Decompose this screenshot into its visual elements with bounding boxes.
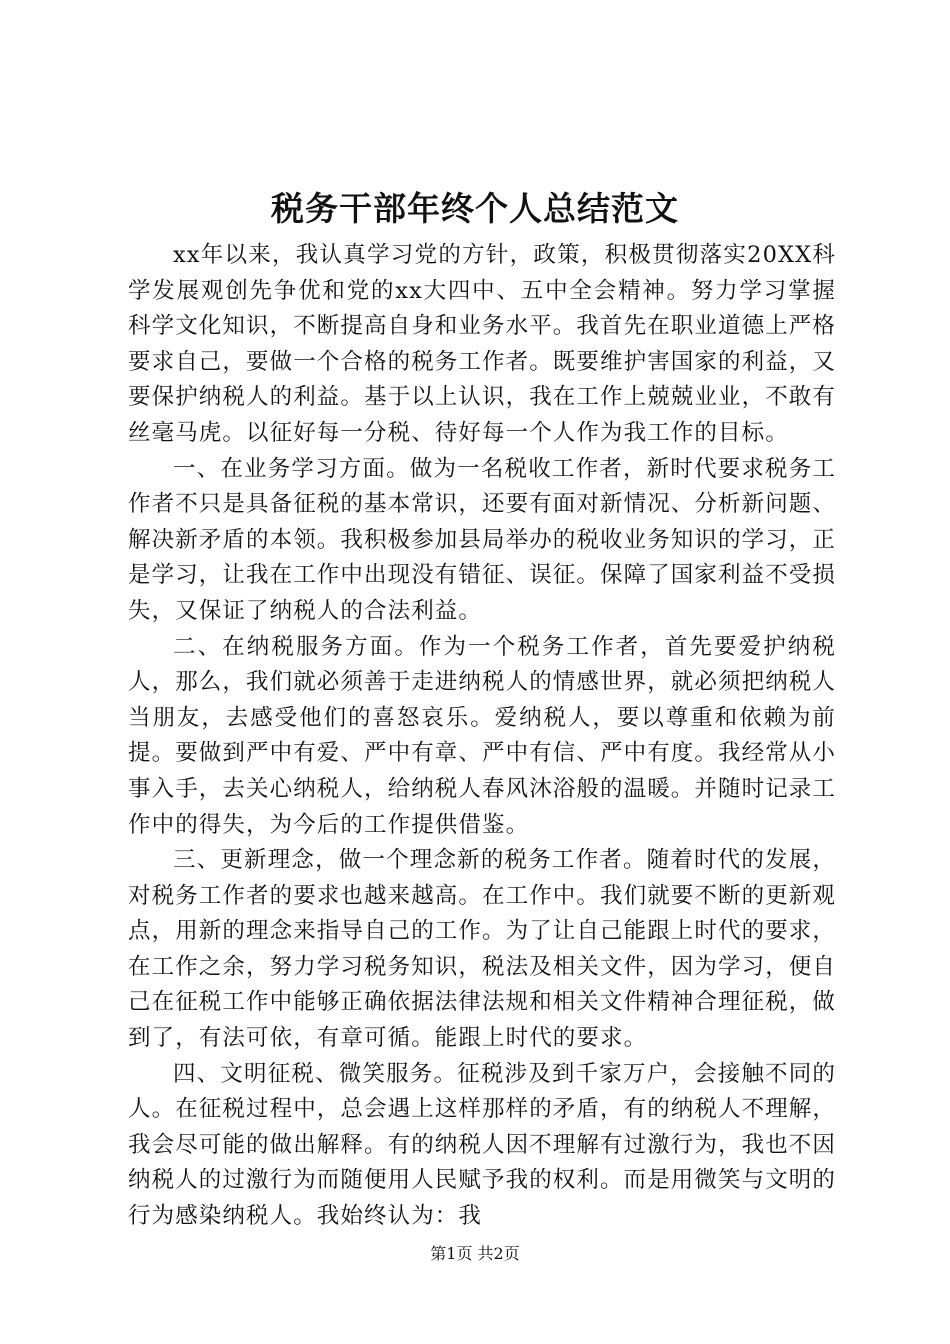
page-number-footer: 第1页 共2页 [430, 1244, 520, 1263]
document-title: 税务干部年终个人总结范文 [271, 189, 679, 228]
section-two-paragraph: 二、在纳税服务方面。作为一个税务工作者，首先要爱护纳税人，那么，我们就必须善于走进纳税人的情感世界，就必须把纳税人当朋友，去感受他们的喜怒哀乐。爱纳税人，要以尊重和依赖为前提。要做到严中有爱、严中有章、严中有信、严中有度。我经常从小事入手，去关心纳税人，给纳税人春风沐浴般的温暖。并随时记录工作中的得失，为今后的工作提供借鉴。 [128, 633, 837, 838]
intro-paragraph: xx年以来，我认真学习党的方针，政策，积极贯彻落实20XX科学发展观创先争优和党的xx大四中、五中全会精神。努力学习掌握科学文化知识，不断提高自身和业务水平。我首先在职业道德上严格要求自己，要做一个合格的税务工作者。既要维护害国家的利益，又要保护纳税人的利益。基于以上认识，我在工作上兢兢业业，不敢有丝毫马虎。以征好每一分税、待好每一个人作为我工作的目标。 [128, 242, 837, 446]
document-body [128, 238, 836, 1235]
section-one-paragraph: 一、在业务学习方面。做为一名税收工作者，新时代要求税务工作者不只是具备征税的基本常识，还要有面对新情况、分析新问题、解决新矛盾的本领。我积极参加县局举办的税收业务知识的学习，正是学习，让我在工作中出现没有错征、误征。保障了国家利益不受损失，又保证了纳税人的合法利益。 [128, 455, 837, 624]
section-four-paragraph: 四、文明征税、微笑服务。征税涉及到千家万户，会接触不同的人。在征税过程中，总会遇上这样那样的矛盾，有的纳税人不理解，我会尽可能的做出解释。有的纳税人因不理解有过激行为，我也不因纳税人的过激行为而随便用人民赋予我的权利。而是用微笑与文明的行为感染纳税人。我始终认为：我 [128, 1060, 837, 1230]
section-three-paragraph: 三、更新理念，做一个理念新的税务工作者。随着时代的发展，对税务工作者的要求也越来越高。在工作中。我们就要不断的更新观点，用新的理念来指导自己的工作。为了让自己能跟上时代的要求，在工作之余，努力学习税务知识，税法及相关文件，因为学习，便自己在征税工作中能够正确依据法律法规和相关文件精神合理征税，做到了，有法可依，有章可循。能跟上时代的要求。 [128, 847, 837, 1052]
